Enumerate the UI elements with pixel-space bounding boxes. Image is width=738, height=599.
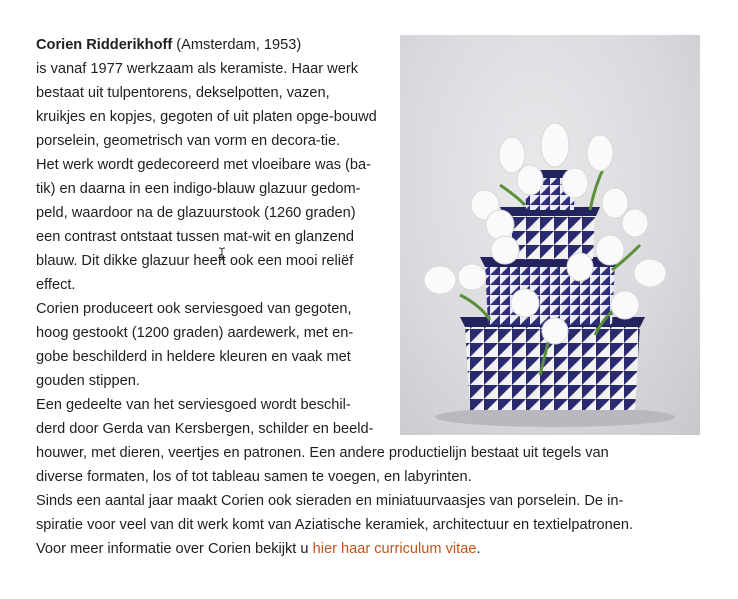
tulip-tower-photo <box>400 35 700 435</box>
curriculum-vitae-link[interactable]: hier haar curriculum vitae <box>312 541 477 557</box>
text-cursor-icon <box>218 247 226 261</box>
paragraph-5 <box>36 489 636 561</box>
paragraph-2: Het werk wordt gedecoreerd met vloeibare was (ba-tik) en daarna in een indigo-blauw glazuur gedom-peld, waardoor na de glazuurstook (1260 graden) een contrast ontstaat tussen mat-wit en glanzend blauw. Dit dikke glazuur heeft ook een mooi reliëf effect. <box>36 157 371 293</box>
paragraph-4: Een gedeelte van het serviesgoed wordt beschil-derd door Gerda van Kersbergen, schilder en beeld-houwer, met dieren, veertjes en patronen. Een andere productielijn bestaat uit tegels van diverse formaten, los of tot tableau samen te voegen, en labyrinten. <box>36 397 609 485</box>
paragraph-5-text: Sinds een aantal jaar maakt Corien ook sieraden en miniatuurvaasjes van porselein. De in-spiratie voor veel van dit werk komt van Aziatische keramiek, architectuur en textielpatronen. Voor meer informatie over Corien bekijkt u <box>36 493 634 557</box>
paragraph-5-end: . <box>476 541 481 557</box>
paragraph-1: is vanaf 1977 werkzaam als keramiste. Haar werk bestaat uit tulpentorens, dekselpotten, vazen, kruikjes en kopjes, gegoten of uit platen opge-bouwd porselein, geometrisch van vorm en decora-tie. <box>36 61 377 149</box>
artist-name: Corien Ridderikhoff <box>36 37 173 53</box>
artist-origin: (Amsterdam, 1953) <box>172 37 302 53</box>
paragraph-3: Corien produceert ook serviesgoed van gegoten, hoog gestookt (1200 graden) aardewerk, met en-gobe beschilderd in heldere kleuren en vaak met gouden stippen. <box>36 301 354 389</box>
artist-article <box>36 33 636 561</box>
